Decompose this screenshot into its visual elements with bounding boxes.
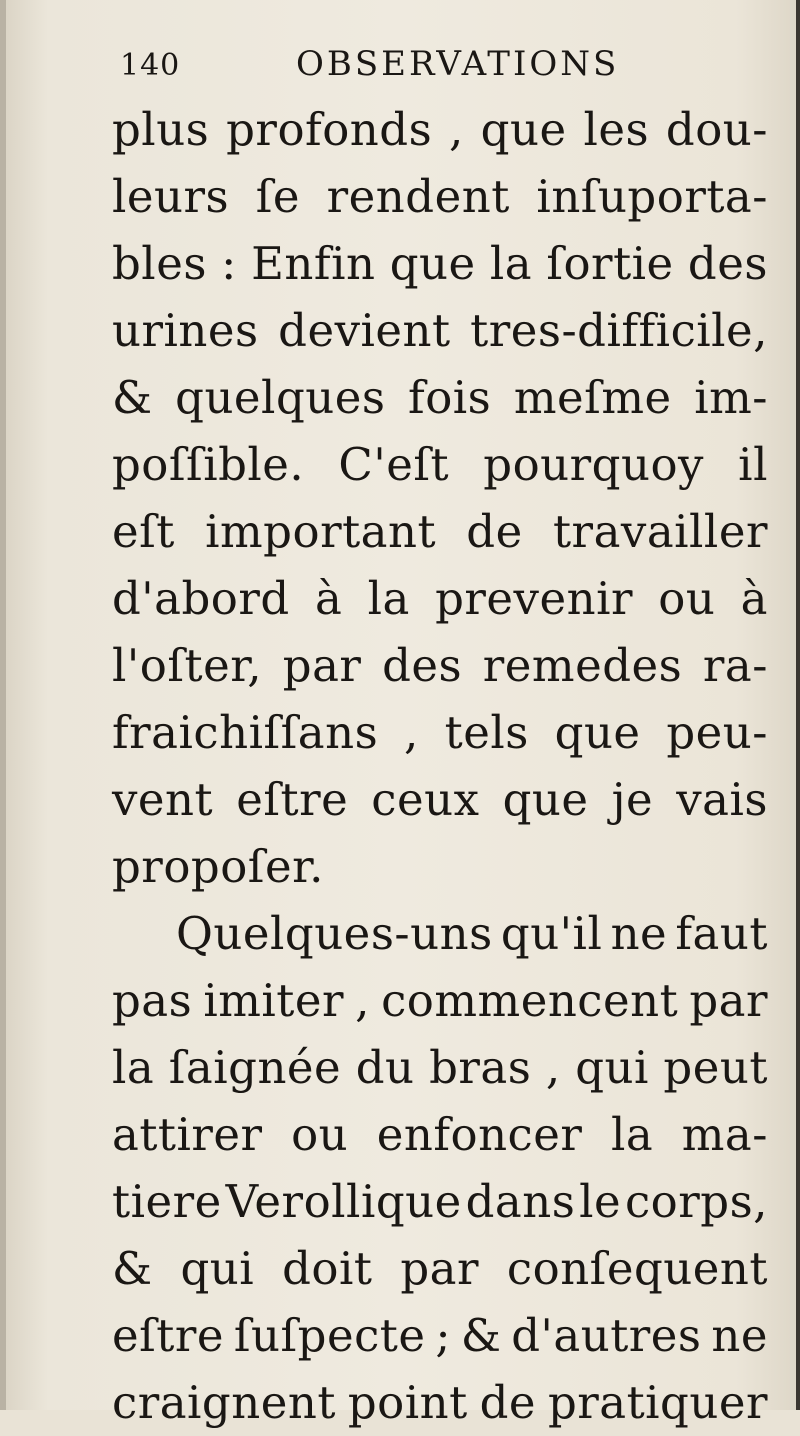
word: plus (112, 103, 210, 156)
word: de (466, 505, 523, 558)
word: je (611, 773, 654, 826)
word: commencent (381, 974, 679, 1027)
word: par (282, 639, 362, 692)
word: ceux (371, 773, 480, 826)
word: , (545, 1041, 561, 1094)
word: dans (465, 1175, 576, 1228)
word: la (489, 237, 533, 290)
text-line (112, 1168, 768, 1235)
word: craignent (112, 1376, 336, 1429)
word: corps, (624, 1175, 768, 1228)
text-line (112, 900, 768, 967)
word: ou (291, 1108, 349, 1161)
text-line (112, 230, 768, 297)
word: à (740, 572, 768, 625)
word: tels (444, 706, 529, 759)
text-line (112, 431, 768, 498)
word: pratiquer (547, 1376, 768, 1429)
word: conſequent (506, 1242, 768, 1295)
word: ne (711, 1309, 768, 1362)
word: bras (429, 1041, 532, 1094)
word: fois (408, 371, 492, 424)
word: par (689, 974, 768, 1027)
word: la (367, 572, 410, 625)
word: la (610, 1108, 654, 1161)
word: ſuſpecte (233, 1309, 426, 1362)
word: & (460, 1309, 502, 1362)
word: par (400, 1242, 479, 1295)
text-line (112, 498, 768, 565)
word: : (221, 237, 237, 290)
word: remedes (482, 639, 683, 692)
word: des (687, 237, 768, 290)
text-line (112, 833, 768, 900)
word: ſe (255, 170, 301, 223)
word: ra- (702, 639, 768, 692)
text-line (112, 96, 768, 163)
word: eſt (112, 505, 175, 558)
word: fraichiſſans (112, 706, 379, 759)
word: quelques (175, 371, 386, 424)
word: l'oſter, (112, 639, 263, 692)
word: la (112, 1041, 155, 1094)
text-line (112, 163, 768, 230)
word: que (554, 706, 641, 759)
word: prevenir (435, 572, 633, 625)
word: vais (676, 773, 768, 826)
word: enfoncer (376, 1108, 583, 1161)
word: important (205, 505, 437, 558)
word: propoſer. (112, 840, 324, 893)
word: profonds (226, 103, 433, 156)
word: , (404, 706, 419, 759)
word: , (355, 974, 370, 1027)
word: Quelques-uns (176, 907, 493, 960)
body-text (112, 96, 768, 1436)
word: urines (112, 304, 259, 357)
word: le (579, 1175, 622, 1228)
word: du (355, 1041, 415, 1094)
word: que (480, 103, 567, 156)
word: les (583, 103, 650, 156)
word: des (382, 639, 463, 692)
word: eſtre (112, 1309, 225, 1362)
page-right-edge (796, 0, 800, 1410)
word: ; (435, 1309, 451, 1362)
text-line (112, 967, 768, 1034)
word: que (389, 237, 476, 290)
word: bles (112, 237, 207, 290)
word: peu- (666, 706, 768, 759)
word: d'autres (511, 1309, 702, 1362)
word: meſme (513, 371, 672, 424)
word: im- (694, 371, 768, 424)
word: C'eſt (338, 438, 450, 491)
word: devient (278, 304, 451, 357)
word: poſſible. (112, 438, 305, 491)
word: & (112, 1242, 153, 1295)
word: tiere (112, 1175, 222, 1228)
word: travailler (552, 505, 768, 558)
text-line (112, 364, 768, 431)
word: attirer (112, 1108, 263, 1161)
word: Verollique (225, 1175, 462, 1228)
word: leurs (112, 170, 230, 223)
word: faut (675, 907, 768, 960)
word: pas (112, 974, 193, 1027)
word: il (738, 438, 768, 491)
word: qui (575, 1041, 649, 1094)
word: & (112, 371, 153, 424)
word: que (502, 773, 589, 826)
text-line (112, 1369, 768, 1436)
word: pourquoy (483, 438, 704, 491)
text-line (112, 699, 768, 766)
word: d'abord (112, 572, 290, 625)
word: ma- (681, 1108, 768, 1161)
text-line (112, 297, 768, 364)
word: tres-difficile, (470, 304, 768, 357)
word: qu'il (500, 907, 603, 960)
text-line (112, 766, 768, 833)
word: eſtre (236, 773, 349, 826)
running-title: OBSERVATIONS (296, 44, 620, 84)
page-left-edge (0, 0, 6, 1410)
text-line (112, 565, 768, 632)
page-number: 140 (120, 48, 181, 83)
word: à (315, 572, 343, 625)
word: qui (180, 1242, 255, 1295)
word: , (449, 103, 464, 156)
text-line (112, 1034, 768, 1101)
word: inſuporta- (536, 170, 768, 223)
word: ou (658, 572, 716, 625)
word: vent (112, 773, 214, 826)
word: ſaignée (168, 1041, 342, 1094)
word: de (479, 1376, 537, 1429)
word: imiter (203, 974, 345, 1027)
word: rendent (326, 170, 510, 223)
text-line (112, 1101, 768, 1168)
word: Enfin (251, 237, 376, 290)
word: point (347, 1376, 468, 1429)
word: ne (610, 907, 668, 960)
page-header (120, 40, 660, 100)
word: ſortie (546, 237, 674, 290)
text-line (112, 1302, 768, 1369)
word: doit (282, 1242, 373, 1295)
word: dou- (665, 103, 768, 156)
word: peut (663, 1041, 768, 1094)
text-line (112, 632, 768, 699)
text-line (112, 1235, 768, 1302)
